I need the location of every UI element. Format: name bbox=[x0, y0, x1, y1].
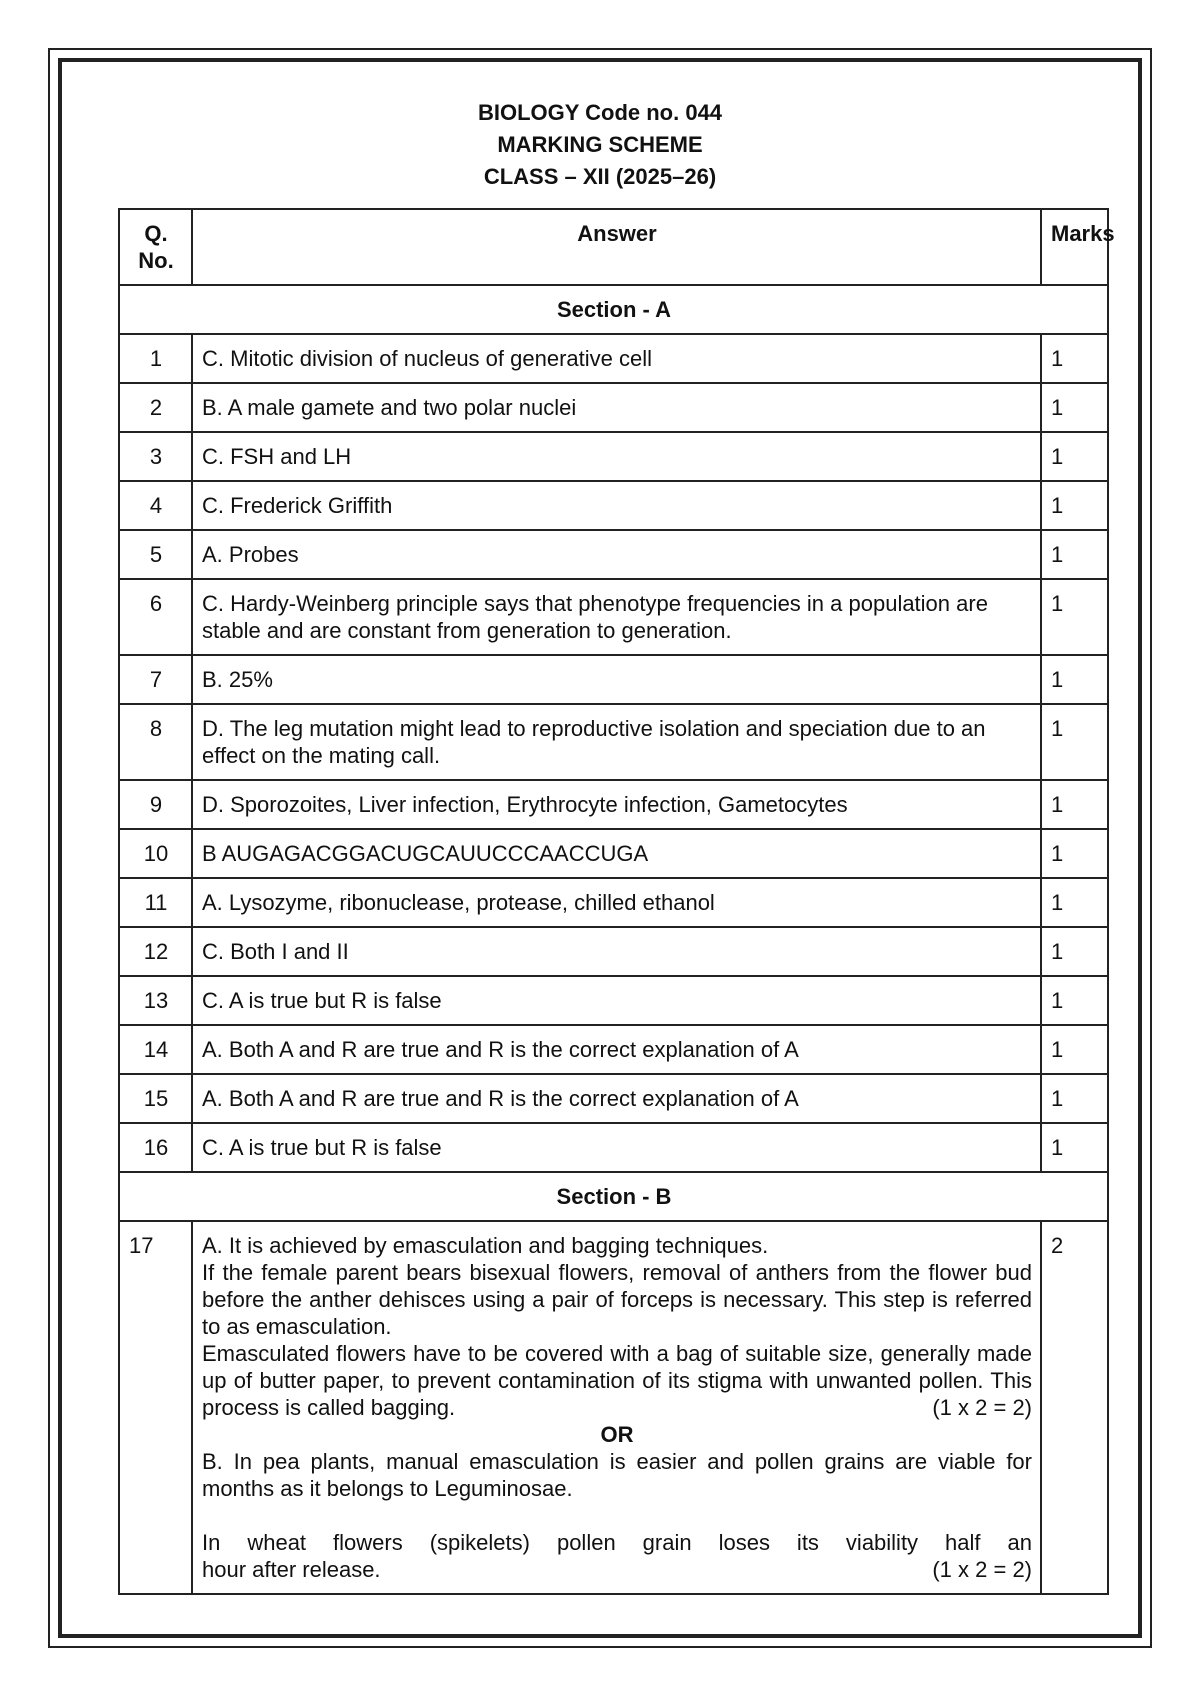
answer-cell: D. Sporozoites, Liver infection, Erythrocyte infection, Gametocytes bbox=[192, 780, 1041, 829]
table-row bbox=[119, 829, 1108, 878]
or-separator: OR bbox=[600, 1422, 634, 1447]
answer-cell: D. The leg mutation might lead to reproductive isolation and speciation due to an effect on the mating call. bbox=[192, 704, 1041, 780]
section-row bbox=[119, 1172, 1108, 1221]
question-number: 5 bbox=[119, 530, 192, 579]
scheme-title: MARKING SCHEME bbox=[497, 132, 703, 157]
answer-cell: B AUGAGACGGACUGCAUUCCCAACCUGA bbox=[192, 829, 1041, 878]
table-row bbox=[119, 878, 1108, 927]
question-number: 8 bbox=[119, 704, 192, 780]
answer-cell: C. Frederick Griffith bbox=[192, 481, 1041, 530]
section-b-heading: Section - B bbox=[119, 1172, 1108, 1221]
question-number: 11 bbox=[119, 878, 192, 927]
marks-cell: 1 bbox=[1041, 481, 1108, 530]
marks-header: Marks bbox=[1041, 209, 1108, 285]
answer-cell: C. FSH and LH bbox=[192, 432, 1041, 481]
answer-cell: B. A male gamete and two polar nuclei bbox=[192, 383, 1041, 432]
table-row bbox=[119, 927, 1108, 976]
marks-cell: 1 bbox=[1041, 655, 1108, 704]
answer-cell: C. A is true but R is false bbox=[192, 1123, 1041, 1172]
class-title: CLASS – XII (2025–26) bbox=[483, 164, 717, 189]
answer-header: Answer bbox=[192, 209, 1041, 285]
answer-paragraph: A. It is achieved by emasculation and bagging techniques. bbox=[202, 1233, 769, 1258]
table-row bbox=[119, 1074, 1108, 1123]
answer-cell: A. Both A and R are true and R is the correct explanation of A bbox=[192, 1025, 1041, 1074]
marks-cell: 1 bbox=[1041, 1123, 1108, 1172]
marks-cell: 1 bbox=[1041, 1025, 1108, 1074]
answer-cell: C. Mitotic division of nucleus of generative cell bbox=[192, 334, 1041, 383]
answer-cell: C. A is true but R is false bbox=[192, 976, 1041, 1025]
question-number: 13 bbox=[119, 976, 192, 1025]
marks-cell: 1 bbox=[1041, 334, 1108, 383]
answer-text: hour after release. bbox=[202, 1557, 381, 1582]
marks-cell: 1 bbox=[1041, 704, 1108, 780]
marks-breakdown: (1 x 2 = 2) bbox=[932, 1557, 1032, 1582]
marking-scheme-table bbox=[118, 208, 1115, 1595]
answer-cell: C. Hardy-Weinberg principle says that phenotype frequencies in a population are stable and are constant from generation to generation. bbox=[192, 579, 1041, 655]
marks-cell: 2 bbox=[1041, 1221, 1108, 1594]
question-number: 14 bbox=[119, 1025, 192, 1074]
answer-cell: A. Both A and R are true and R is the correct explanation of A bbox=[192, 1074, 1041, 1123]
marks-cell: 1 bbox=[1041, 829, 1108, 878]
section-a-heading: Section - A bbox=[119, 285, 1108, 334]
marks-cell: 1 bbox=[1041, 579, 1108, 655]
marks-cell: 1 bbox=[1041, 927, 1108, 976]
question-number: 12 bbox=[119, 927, 192, 976]
answer-cell: C. Both I and II bbox=[192, 927, 1041, 976]
marks-cell: 1 bbox=[1041, 878, 1108, 927]
marks-cell: 1 bbox=[1041, 530, 1108, 579]
section-row bbox=[119, 285, 1108, 334]
question-number: 9 bbox=[119, 780, 192, 829]
answer-cell: A. Lysozyme, ribonuclease, protease, chilled ethanol bbox=[192, 878, 1041, 927]
question-number: 15 bbox=[119, 1074, 192, 1123]
answer-paragraph: B. In pea plants, manual emasculation is easier and pollen grains are viable for months as it belongs to Leguminosae. bbox=[202, 1449, 1032, 1501]
answer-paragraph: In wheat flowers (spikelets) pollen grain loses its viability half an bbox=[202, 1530, 1032, 1555]
answer-cell: B. 25% bbox=[192, 655, 1041, 704]
question-number: 1 bbox=[119, 334, 192, 383]
question-number: 17 bbox=[119, 1221, 192, 1594]
question-number: 10 bbox=[119, 829, 192, 878]
answer-text: Emasculated flowers have to be covered with a bag of suitable size, generally made up of butter paper, to prevent contamination of its stigma with unwanted pollen. This process is called bagging. bbox=[202, 1341, 1032, 1420]
table-row bbox=[119, 334, 1108, 383]
table-row bbox=[119, 481, 1108, 530]
marks-cell: 1 bbox=[1041, 432, 1108, 481]
table-row bbox=[119, 780, 1108, 829]
question-number: 2 bbox=[119, 383, 192, 432]
spacer bbox=[202, 1502, 1032, 1529]
table-row bbox=[119, 579, 1108, 655]
question-number: 3 bbox=[119, 432, 192, 481]
subject-title: BIOLOGY Code no. 044 bbox=[477, 100, 723, 125]
table-row bbox=[119, 530, 1108, 579]
document-header bbox=[0, 97, 1200, 193]
table-row bbox=[119, 976, 1108, 1025]
answer-cell: A. Probes bbox=[192, 530, 1041, 579]
table-row bbox=[119, 1025, 1108, 1074]
table-row bbox=[119, 432, 1108, 481]
answer-cell bbox=[192, 1221, 1041, 1594]
table-header-row bbox=[119, 209, 1108, 285]
table-row bbox=[119, 1221, 1108, 1594]
answer-paragraph bbox=[202, 1340, 1032, 1421]
marks-breakdown: (1 x 2 = 2) bbox=[932, 1395, 1032, 1420]
marks-cell: 1 bbox=[1041, 976, 1108, 1025]
marks-cell: 1 bbox=[1041, 780, 1108, 829]
answer-paragraph bbox=[202, 1556, 1032, 1583]
marks-cell: 1 bbox=[1041, 1074, 1108, 1123]
table-row bbox=[119, 1123, 1108, 1172]
question-number: 7 bbox=[119, 655, 192, 704]
table-row bbox=[119, 383, 1108, 432]
table-row bbox=[119, 704, 1108, 780]
answer-paragraph: If the female parent bears bisexual flowers, removal of anthers from the flower bud before the anther dehisces using a pair of forceps is necessary. This step is referred to as emasculation. bbox=[202, 1260, 1032, 1339]
marks-cell: 1 bbox=[1041, 383, 1108, 432]
question-number: 16 bbox=[119, 1123, 192, 1172]
table-row bbox=[119, 655, 1108, 704]
question-number: 6 bbox=[119, 579, 192, 655]
qno-header: Q. No. bbox=[119, 209, 192, 285]
question-number: 4 bbox=[119, 481, 192, 530]
